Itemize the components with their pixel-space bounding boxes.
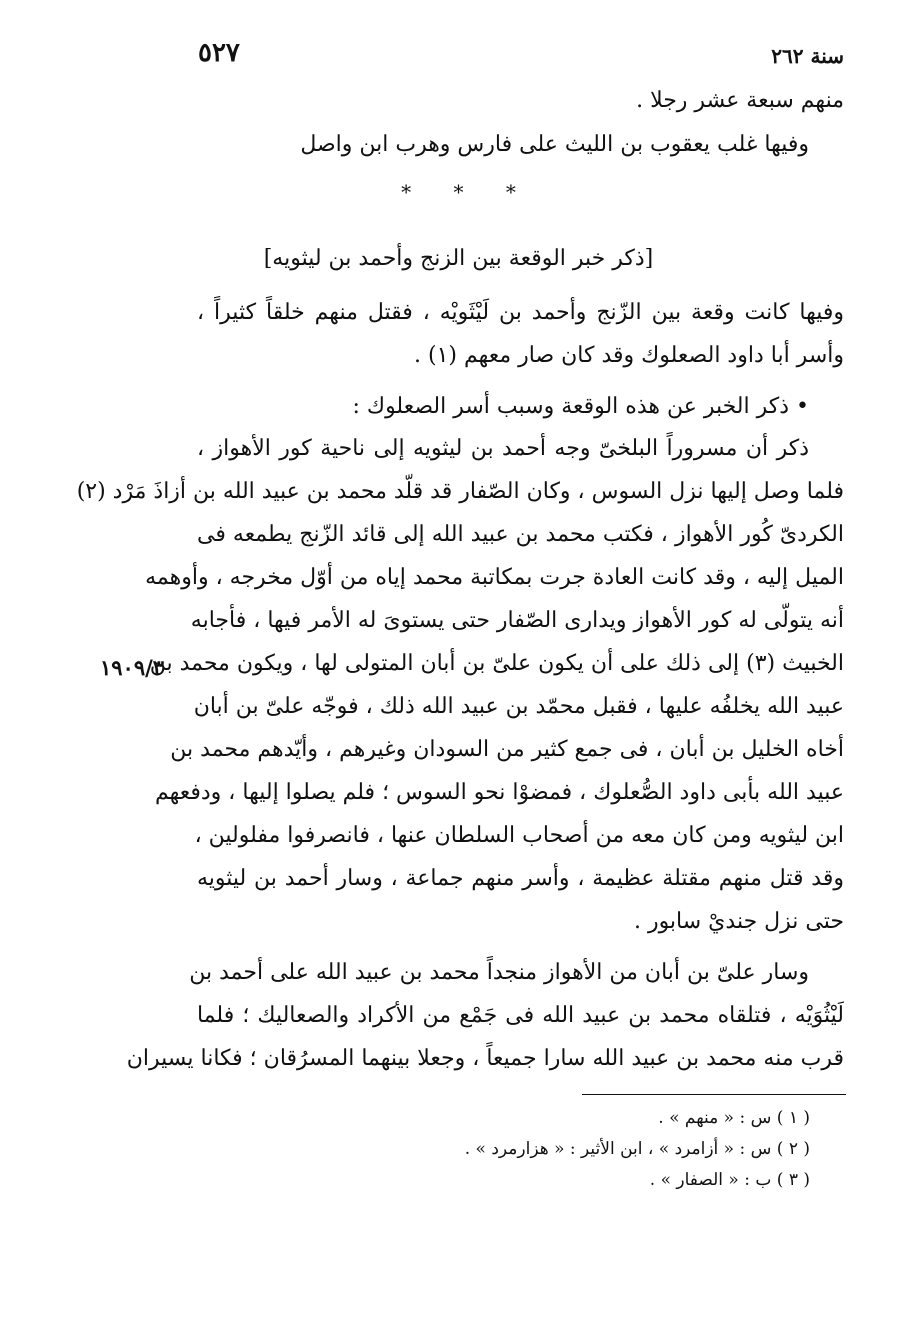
- paragraph-line: عبيد الله يخلفُه عليها ، فقبل محمّد بن عبيد الله ذلك ، فوجّه علىّ بن أبان: [193, 694, 844, 719]
- paragraph-line: فلما وصل إليها نزل السوس ، وكان الصّفار قد قلّد محمد بن عبيد الله بن أزاذَ مَرْد (٢): [76, 479, 844, 504]
- page-number: ٥٢٧: [198, 38, 240, 68]
- paragraph-line: وقد قتل منهم مقتلة عظيمة ، وأسر منهم جماعة ، وسار أحمد بن ليثويه: [197, 866, 844, 891]
- section-title: [ذكر خبر الوقعة بين الزنج وأحمد بن ليثويه]: [263, 246, 654, 271]
- running-title: سنة ٢٦٢: [771, 44, 844, 68]
- paragraph-line: ابن ليثويه ومن كان معه من أصحاب السلطان عنها ، فانصرفوا مفلولين ،: [194, 823, 844, 848]
- paragraph-line: أنه يتولّى له كور الأهواز ويدارى الصّفار حتى يستوىَ له الأمر فيها ، فأجابه: [190, 608, 844, 633]
- intro-line: وفيها غلب يعقوب بن الليث على فارس وهرب ابن واصل: [300, 132, 809, 157]
- paragraph-line: وفيها كانت وقعة بين الزّنج وأحمد بن لَيْثَويْه ، فقتل منهم خلقاً كثيراً ،: [197, 300, 844, 325]
- paragraph-line: الميل إليه ، وقد كانت العادة جرت بمكاتبة محمد إياه من أوّل مخرجه ، وأوهمه: [145, 565, 844, 590]
- paragraph-line: قرب منه محمد بن عبيد الله سارا جميعاً ، وجعلا بينهما المسرُقان ؛ فكانا يسيران: [126, 1046, 844, 1071]
- paragraph-line: وسار علىّ بن أبان من الأهواز منجداً محمد بن عبيد الله على أحمد بن: [189, 960, 809, 985]
- paragraph-line: أخاه الخليل بن أبان ، فى جمع كثير من السودان وغيرهم ، وأيّدهم محمد بن: [170, 737, 844, 762]
- intro-line: منهم سبعة عشر رجلا .: [636, 88, 844, 113]
- subheading: • ذكر الخبر عن هذه الوقعة وسبب أسر الصعلوك :: [352, 394, 809, 419]
- section-separator: * * *: [401, 180, 534, 204]
- footnote: ( ٢ ) س : « أزامرد » ، ابن الأثير : « هزارمرد » .: [464, 1139, 810, 1159]
- footnote: ( ١ ) س : « منهم » .: [658, 1108, 810, 1128]
- paragraph-line: ذكر أن مسروراً البلخىّ وجه أحمد بن ليثويه إلى ناحية كور الأهواز ،: [197, 436, 809, 461]
- paragraph-line: وأسر أبا داود الصعلوك وقد كان صار معهم (١) .: [413, 343, 844, 368]
- paragraph-line: عبيد الله بأبى داود الصُّعلوك ، فمضوْا نحو السوس ؛ فلم يصلوا إليها ، ودفعهم: [154, 780, 844, 805]
- margin-reference-number: ١٩٠٩/٣: [100, 655, 165, 680]
- paragraph-line: لَيْثُوَيْه ، فتلقاه محمد بن عبيد الله فى جَمْع من الأكراد والصعاليك ؛ فلما: [197, 1003, 844, 1028]
- footnote: ( ٣ ) ب : « الصفار » .: [649, 1170, 810, 1190]
- paragraph-line: الكردىّ كُور الأهواز ، فكتب محمد بن عبيد الله إلى قائد الزّنج يطمعه فى: [197, 522, 844, 547]
- footnote-divider: [582, 1094, 846, 1095]
- paragraph-line: حتى نزل جنديْ سابور .: [633, 909, 844, 934]
- paragraph-line: الخبيث (٣) إلى ذلك على أن يكون علىّ بن أبان المتولى لها ، ويكون محمد بن: [149, 651, 844, 676]
